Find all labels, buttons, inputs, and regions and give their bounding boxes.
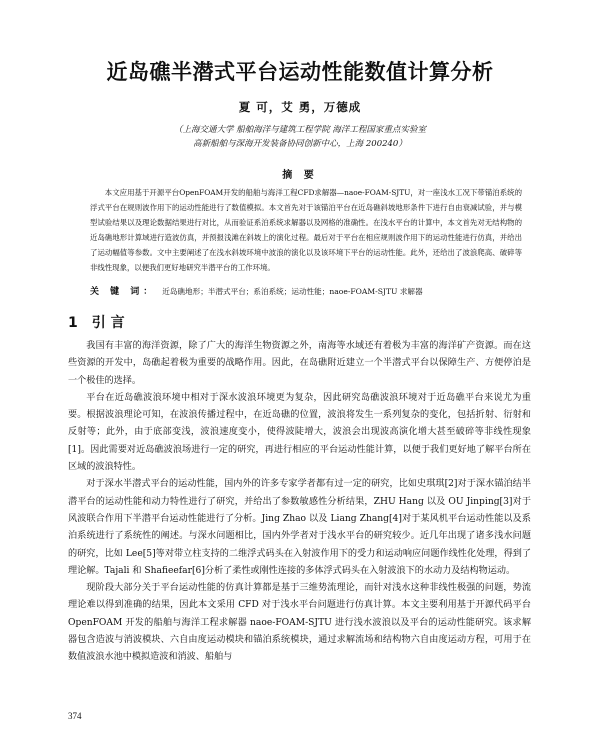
abstract-heading: 摘 要 [282,170,318,181]
paragraph: 平台在近岛礁波浪环境中相对于深水波浪环境更为复杂，因此研究岛礁波浪环境对于近岛礁平台来说尤为重要。根据波浪理论可知，在波浪传播过程中，在近岛礁的位置，波浪将发生一系列复杂的变化，包括折射、衍射和反射等；此外，由于底部变浅，波浪速度变小，使得波陡增大，波浪会出现波高演化增大甚至破碎等非线性现象[1]。因此需要对近岛礁波浪场进行一定的研究，再进行相应的平台运动性能计算，以便于我们更好地了解平台所在区域的波浪特性。 [68,392,531,473]
keywords-label: 关 键 词： [90,287,157,297]
section-heading [68,312,125,332]
paragraph: 对于深水半潜式平台的运动性能，国内外的许多专家学者都有过一定的研究，比如史琪琪[2]对于深水锚泊结半潜平台的运动性能和动力特性进行了研究，并给出了参数敏感性分析结果，ZHU Hang 以及 OU Jinping[3]对于风波联合作用下半潜平台运动性能进行了分析。Jing Zhao 以及 Liang Zhang[4]对于某风机平台运动性能以及系泊系统进行了系统性的阐述。与深水问题相比，国内外学者对于浅水平台的研究较少。近几年出现了诸多浅水问题的研究，比如 Lee[5]等对带立柱支持的二维浮式码头在入射波作用下的受力和运动响应问题作线性化处理，得到了理论解。Tajali 和 Shafieefar[6]分析了柔性或刚性连接的多体浮式码头在入射波浪下的水动力及结构物运动。 [68,479,531,576]
author-list: 夏 可，艾 勇，万德成 [238,100,362,114]
affiliation-line-1: （上海交通大学 船舶海洋与建筑工程学院 海洋工程国家重点实验室 [174,125,426,135]
keywords-line [90,286,530,298]
affiliation-line-2: 高新船舶与深海开发装备协同创新中心，上海 200240） [193,139,407,149]
paper-title: 近岛礁半潜式平台运动性能数值计算分析 [106,60,494,84]
section-number: 1 [68,315,78,331]
paragraph: 现阶段大部分关于平台运动性能的仿真计算都是基于三维势流理论，而针对浅水这种非线性极强的问题，势流理论难以得到准确的结果，因此本文采用 CFD 对于浅水平台问题进行仿真计算。本文主要利用基于开源代码平台 OpenFOAM 开发的船舶与海洋工程求解器 naoe-FOAM-SJTU 进行浅水波浪以及平台的运动性能研究。该求解器包含造波与消波模块、六自由度运动模块和锚泊系统模块，通过求解流场和结构物六自由度运动方程，可用于在数值波浪水池中模拟造波和消波、船舶与 [68,583,531,663]
page-number: 374 [68,711,82,721]
keywords-text: 近岛礁地形；半潜式平台；系泊系统；运动性能；naoe-FOAM-SJTU 求解器 [162,287,423,296]
section-title: 引 言 [91,315,125,331]
body-text [68,338,531,667]
abstract-text: 本文应用基于开源平台OpenFOAM开发的船舶与海洋工程CFD求解器—naoe-FOAM-SJTU，对一座浅水工况下带锚泊系统的浮式平台在规则波作用下的运动性能进行了数值模拟。本文首先对于该锚泊平台在近岛礁斜坡地形条件下进行自由衰减试验，并与模型试验结果以及理论数据结果进行对比，从而验证系泊系统求解器以及网格的准确性。在浅水平台的计算中，本文首先对无结构物的近岛礁地形计算域进行造波仿真，并预报浅滩在斜坡上的演化过程。最后对于平台在相应规则波作用下的运动性能进行仿真，并给出了运动幅值等参数。文中主要阐述了在浅水斜坡环境中波浪的演化以及该环境下平台的运动性能。此外，还给出了波浪爬高、破碎等非线性现象，以便我们更好地研究半潜平台的工作环境。 [90,188,522,272]
paragraph: 我国有丰富的海洋资源，除了广大的海洋生物资源之外，南海等水域还有着极为丰富的海洋矿产资源。而在这些资源的开发中，岛礁起着极为重要的战略作用。因此，在岛礁附近建立一个半潜式平台以保障生产、方便停泊是一个极佳的选择。 [68,341,531,386]
